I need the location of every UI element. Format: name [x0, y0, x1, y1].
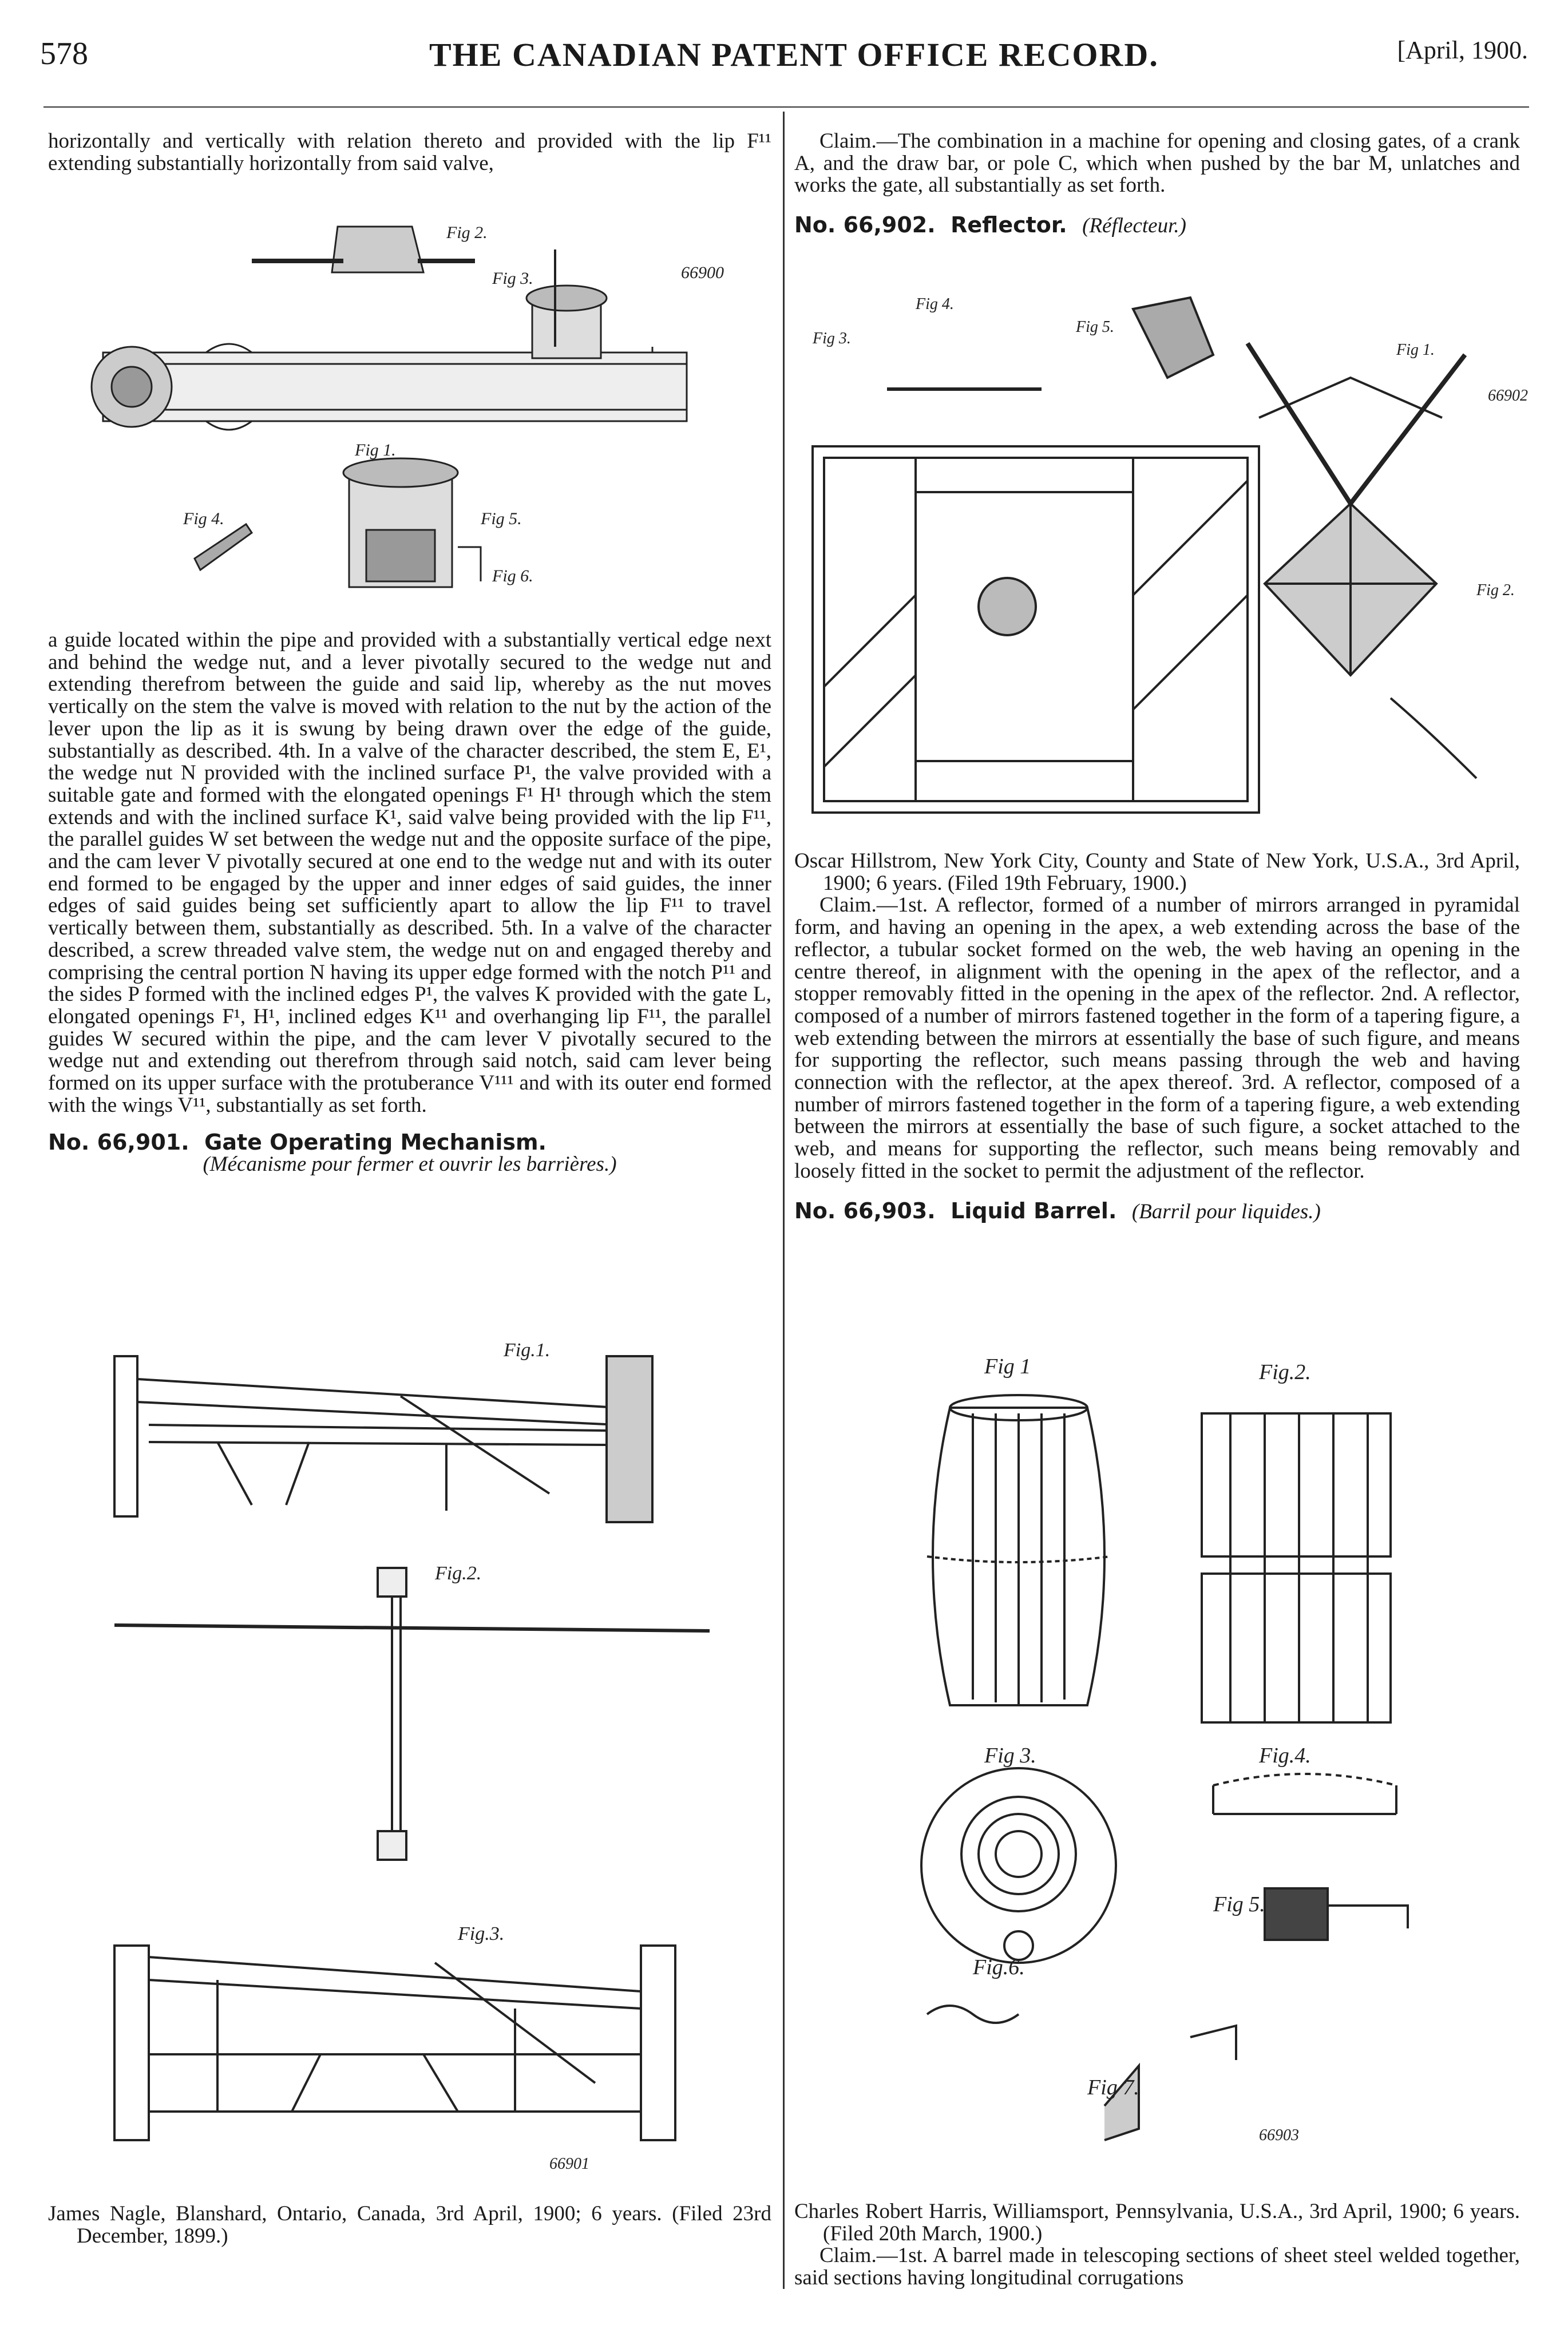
reflector-fig5-label: Fig 5.: [1076, 318, 1114, 336]
patent-66901-heading: [48, 1131, 771, 1154]
valve-figure: [80, 204, 755, 621]
barrel-fig1-label: Fig 1: [984, 1354, 1031, 1379]
reflector-fig2-label: Fig 2.: [1476, 581, 1515, 599]
issue-date: [April, 1900.: [1397, 36, 1528, 64]
reflector-figure: [801, 275, 1528, 830]
page-header: [40, 35, 1528, 81]
left-column-intro: [48, 130, 771, 175]
patent-66901-number: No. 66,901.: [48, 1130, 189, 1155]
right-column-middle: [794, 850, 1520, 1223]
patent-66902-claim: Claim.—1st. A reflector, formed of a number of mirrors arranged in pyramidal form, and having an opening in the apex, a web extending across the base of the reflector, a tubular socket formed on the web, the web having an opening in the centre thereof, in alignment with the opening in the apex of the reflector, and a stopper removably fitted in the opening in the apex of the reflector. 2nd. A reflector, composed of a number of mirrors fastened together in the form of a tapering figure, a web extending between the mirrors at essentially the base of such figure, and means for supporting the reflector, such means passing through the web and having connection with the reflector, at the apex thereof. 3rd. A reflector, composed of a number of mirrors fastened together in the form of a tapering figure, a web extending between the mirrors at essentially the base of such figure, a socket attached to the web, and means for supporting the reflector, such means being removably and loosely fitted in the socket to permit the adjustment of the reflector.: [794, 893, 1520, 1183]
patent-66903-inventor: Charles Robert Harris, Williamsport, Pennsylvania, U.S.A., 3rd April, 1900; 6 years. (Filed 20th March, 1900.): [794, 2200, 1520, 2245]
barrel-fig5-label: Fig 5.: [1213, 1892, 1265, 1916]
patent-66903-number: No. 66,903.: [794, 1198, 936, 1223]
patent-66902-number: No. 66,902.: [794, 212, 936, 238]
valve-claim-body: a guide located within the pipe and provided with a substantially vertical edge next and behind the wedge nut, and a lever pivotally secured to the wedge nut and extending therefrom between the guide and said lip, whereby as the nut moves vertically on the stem the valve is moved with relation to the nut by the action of the lever upon the lip as it is swung by being drawn over the edge of the guide, substantially as described. 4th. In a valve of the character described, the stem E, E¹, the wedge nut N provided with the inclined surface P¹, the valve provided with a suitable gate and formed with the elongated openings F¹ H¹ through which the stem extends and with the inclined surface K¹, said valve being provided with the lip F¹¹, the parallel guides W set between the wedge nut and the opposite surface of the pipe, and the cam lever V pivotally secured at one end to the wedge nut and with its outer end formed to be engaged by the upper and inner edges of said guides, the inner edges of said guides being set sufficiently apart to allow the lip F¹¹ to travel vertically between them, substantially as described. 5th. In a valve of the character described, a screw threaded valve stem, the wedge nut on and engaged thereby and comprising the central portion N having its upper edge formed with the notch P¹¹ and the sides P formed with the inclined edges P¹, the valves K provided with the gate L, elongated openings F¹, H¹, inclined edges K¹¹ and overhanging lip F¹¹, the parallel guides W secured within the pipe, and the cam lever V pivotally secured to the wedge nut and extending out therefrom through said notch, said cam lever being formed on its upper surface with the protuberance V¹¹¹ and with its outer end formed with the wings V¹¹, substantially as set forth.: [48, 628, 771, 1117]
patent-66901-title: Gate Operating Mechanism.: [204, 1130, 547, 1155]
valve-patent-number: 66900: [681, 263, 724, 282]
page-number: 578: [40, 36, 88, 72]
valve-fig6-label: Fig 6.: [492, 567, 533, 585]
patent-66903-french: (Barril pour liquides.): [1131, 1199, 1321, 1223]
valve-fig2-label: Fig 2.: [446, 223, 488, 242]
barrel-fig2-label: Fig.2.: [1259, 1360, 1311, 1384]
reflector-patent-number: 66902: [1488, 387, 1528, 405]
right-column-bottom: [794, 2201, 1520, 2290]
barrel-fig3-label: Fig 3.: [984, 1744, 1036, 1768]
patent-66903-claim: Claim.—1st. A barrel made in telescoping sections of sheet steel welded together, said sections having longitudinal corrugations: [794, 2244, 1520, 2290]
patent-66901-french: (Mécanisme pour fermer et ouvrir les barrières.): [203, 1152, 617, 1177]
gate-fig3-label: Fig.3.: [458, 1923, 505, 1944]
reflector-fig4-label: Fig 4.: [916, 295, 954, 313]
valve-fig1-label: Fig 1.: [355, 441, 396, 460]
reflector-fig3-label: Fig 3.: [813, 330, 851, 347]
valve-claim-intro: horizontally and vertically with relation thereto and provided with the lip F¹¹ extending substantially horizontally from said valve,: [48, 129, 771, 175]
valve-fig3-label: Fig 3.: [492, 269, 533, 288]
reflector-fig1-label: Fig 1.: [1396, 341, 1435, 359]
gate-fig1-label: Fig.1.: [504, 1340, 551, 1361]
barrel-fig6-label: Fig.6.: [973, 1955, 1025, 1979]
patent-66901-inventor: James Nagle, Blanshard, Ontario, Canada, 3rd April, 1900; 6 years. (Filed 23rd December, 1899.): [48, 2202, 771, 2248]
left-column-footer: [48, 2203, 771, 2247]
gate-claim: Claim.—The combination in a machine for opening and closing gates, of a crank A, and the draw bar, or pole C, which when pushed by the bar M, unlatches and works the gate, all substantially as set forth.: [794, 129, 1520, 197]
patent-66902-title: Reflector.: [951, 212, 1067, 238]
patent-66903-heading: [794, 1200, 1520, 1223]
barrel-patent-number: 66903: [1259, 2126, 1299, 2144]
gate-patent-number: 66901: [549, 2155, 589, 2173]
gate-fig2-label: Fig.2.: [435, 1563, 482, 1584]
valve-fig4-label: Fig 4.: [183, 509, 224, 528]
column-divider: [783, 112, 785, 2289]
patent-66902-french: (Réflecteur.): [1082, 214, 1186, 238]
left-column-body: [48, 629, 771, 1176]
valve-drawing: [80, 204, 755, 621]
barrel-fig4-label: Fig.4.: [1259, 1744, 1311, 1768]
barrel-drawing: [893, 1339, 1499, 2174]
header-rule: [43, 106, 1529, 108]
valve-fig5-label: Fig 5.: [481, 509, 522, 528]
right-column-top: [794, 130, 1520, 237]
reflector-drawing: [801, 275, 1528, 830]
gate-drawing: [103, 1322, 744, 2180]
patent-66903-title: Liquid Barrel.: [951, 1198, 1117, 1223]
patent-66902-heading: [794, 214, 1520, 237]
barrel-fig7-label: Fig 7.: [1087, 2075, 1139, 2100]
gate-figure: [103, 1322, 744, 2180]
barrel-figure: [893, 1339, 1499, 2174]
patent-66902-inventor: Oscar Hillstrom, New York City, County and State of New York, U.S.A., 3rd April, 1900; 6 years. (Filed 19th February, 1900.): [794, 849, 1520, 895]
journal-title: THE CANADIAN PATENT OFFICE RECORD.: [429, 36, 1159, 73]
